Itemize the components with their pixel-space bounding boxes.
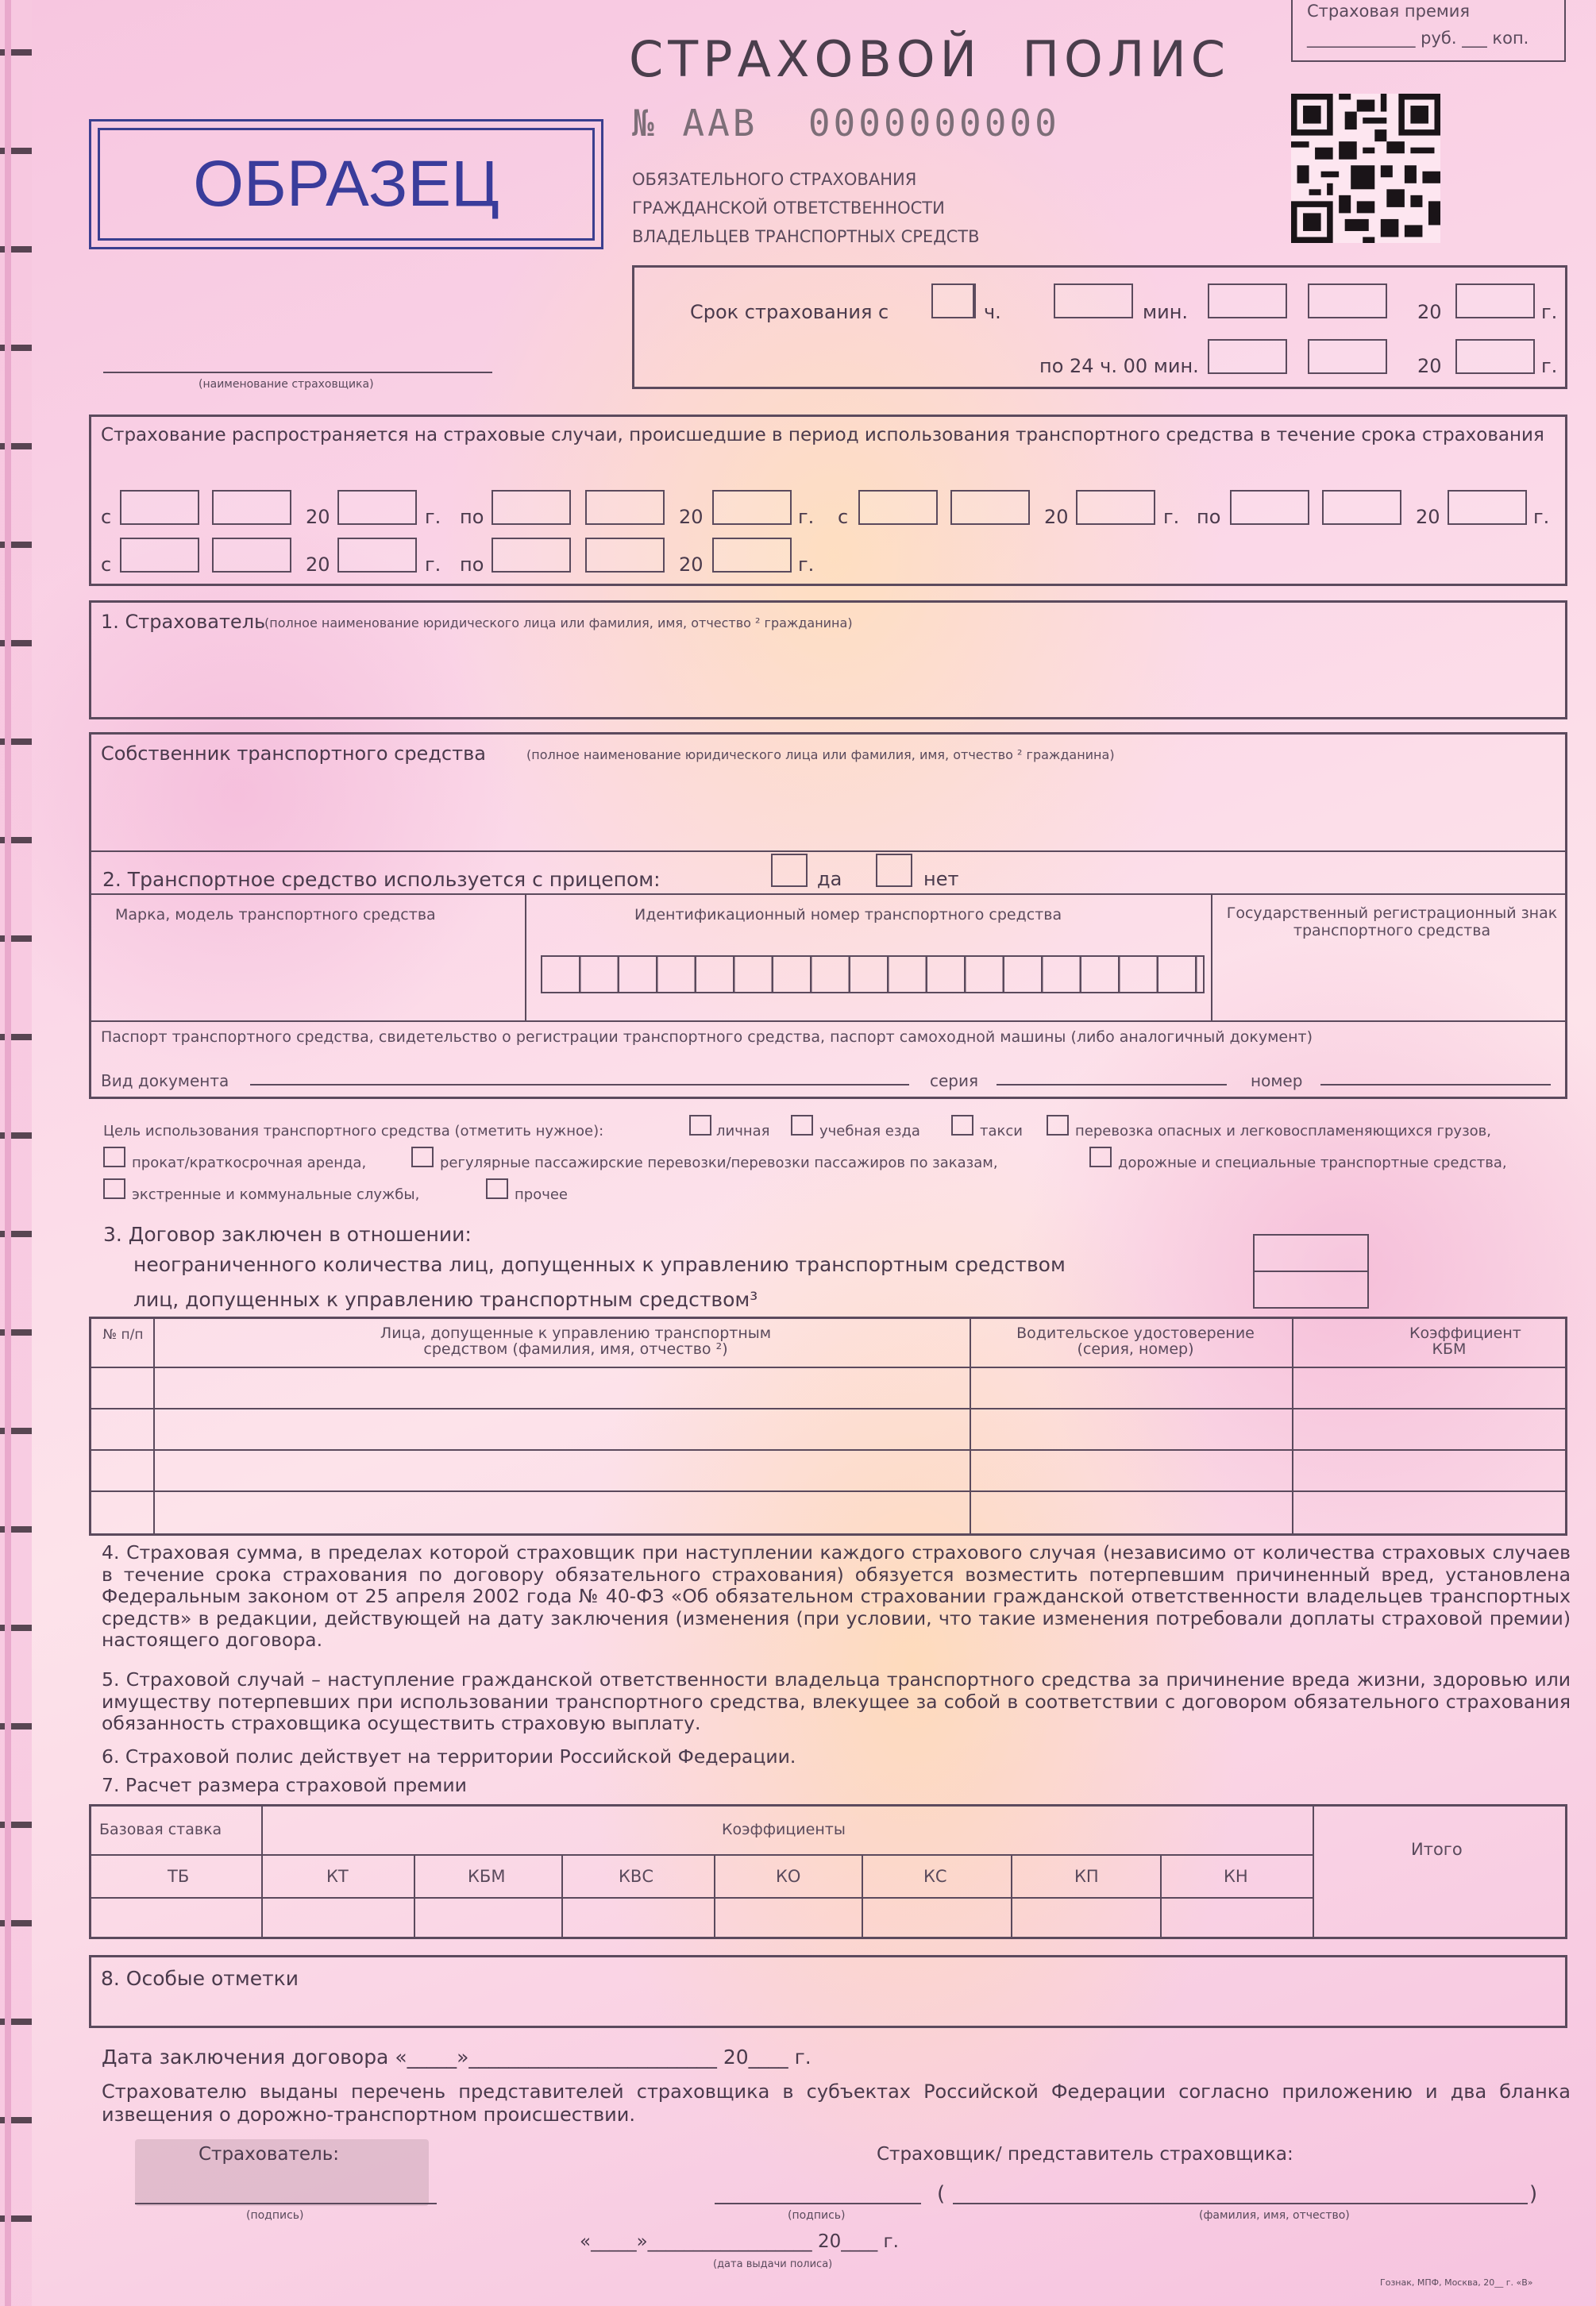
coverage-from-1: с (101, 506, 112, 528)
drivers-col-license: Водительское удостоверение (серия, номер) (1016, 1325, 1255, 1358)
issue-date-caption: (дата выдачи полиса) (713, 2258, 833, 2270)
contract-date: Дата заключения договора «_____»_________________________ 20____ г. (102, 2046, 811, 2069)
coverage-year-suffix-3: г. (1163, 506, 1180, 528)
contract-unlimited-box[interactable] (1253, 1234, 1369, 1272)
vin-boxes[interactable] (541, 955, 1205, 993)
doc-number-label: номер (1251, 1071, 1303, 1090)
premium-col-ks: КС (923, 1867, 947, 1886)
purpose-special-checkbox[interactable] (1089, 1147, 1112, 1167)
premium-table (89, 1804, 1567, 1939)
vehicle-make-label: Марка, модель транспортного средства (115, 906, 436, 924)
period1-from-day[interactable] (120, 490, 199, 525)
handout-text: Страхователю выданы перечень представителей страховщика в субъектах Российской Федерации согласно приложению и два бланка извещения о дорожно-транспортном происшествии. (102, 2080, 1571, 2126)
period1-to-year[interactable] (712, 490, 792, 525)
doc-type-line[interactable] (250, 1084, 909, 1086)
premium-col-ko: КО (776, 1867, 801, 1886)
premium-col-kt: КТ (326, 1867, 349, 1886)
term-year-prefix: 20 (1417, 301, 1442, 323)
premium-coefficients: Коэффициенты (722, 1821, 846, 1838)
owner-caption: (полное наименование юридического лица или фамилия, имя, отчество ² гражданина) (526, 747, 1115, 762)
period3-from-year[interactable] (337, 538, 417, 573)
trailer-yes-checkbox[interactable] (771, 854, 808, 887)
insurer-name-line[interactable] (103, 372, 492, 373)
drivers-col-num: № п/п (102, 1327, 144, 1343)
insurer-signature-line[interactable] (715, 2203, 921, 2204)
issue-date-line: «_____»__________________ 20____ г. (580, 2231, 899, 2252)
purpose-hazardous-checkbox[interactable] (1047, 1115, 1069, 1136)
term-year-prefix-2: 20 (1417, 355, 1442, 377)
purpose-option-other: прочее (515, 1186, 568, 1203)
period2-to-day[interactable] (1230, 490, 1309, 525)
clause-6: 6. Страховой полис действует на территории Российской Федерации. (102, 1745, 796, 1768)
term-end-month-box[interactable] (1308, 339, 1387, 374)
period3-to-month[interactable] (585, 538, 665, 573)
contract-title: 3. Договор заключен в отношении: (103, 1223, 472, 1246)
policy-number: № ААВ 0000000000 (632, 102, 1060, 145)
coverage-to-2: по (1197, 506, 1221, 528)
table-row[interactable] (91, 1490, 1565, 1492)
purpose-option-rental: прокат/краткосрочная аренда, (132, 1155, 367, 1171)
drivers-col-name: Лица, допущенные к управлению транспортным средством (фамилия, имя, отчество ²) (380, 1325, 772, 1358)
coverage-year-suffix-2: г. (798, 506, 815, 528)
special-notes-box[interactable] (89, 1955, 1567, 2028)
purpose-option-personal: личная (716, 1123, 770, 1140)
coverage-year-prefix-4: 20 (1416, 506, 1440, 528)
contract-limited-box[interactable] (1253, 1271, 1369, 1309)
term-from-label: Срок страхования с (690, 301, 889, 323)
purpose-rental-checkbox[interactable] (103, 1147, 125, 1167)
vehicle-plate-label: Государственный регистрационный знак транспортного средства (1226, 904, 1558, 939)
coverage-year-prefix-6: 20 (679, 553, 704, 576)
policy-subtitle-3: ВЛАДЕЛЬЦЕВ ТРАНСПОРТНЫХ СРЕДСТВ (632, 227, 980, 246)
trailer-no-label: нет (923, 868, 959, 890)
term-min-box[interactable] (1054, 283, 1133, 318)
sample-stamp (89, 119, 603, 249)
premium-corner-title: Страховая премия (1307, 2, 1471, 21)
premium-col-tb: ТБ (168, 1867, 190, 1886)
policyholder-sig-caption: (подпись) (246, 2209, 304, 2222)
table-row[interactable] (91, 1408, 1565, 1409)
printer-footer: Гознак, МПФ, Москва, 20__ г. «В» (1380, 2277, 1533, 2288)
qr-code (1291, 94, 1440, 243)
clause-7: 7. Расчет размера страховой премии (102, 1774, 467, 1796)
drivers-col-kbm: Коэффициент КБМ (1409, 1325, 1521, 1358)
purpose-option-training: учебная езда (819, 1123, 920, 1140)
term-start-year-box[interactable] (1455, 283, 1535, 318)
purpose-option-passenger: регулярные пассажирские перевозки/перевозки пассажиров по заказам, (440, 1155, 998, 1171)
purpose-other-checkbox[interactable] (486, 1178, 508, 1199)
term-to-label: по 24 ч. 00 мин. (1039, 355, 1199, 377)
trailer-text: 2. Транспортное средство используется с прицепом: (102, 868, 661, 891)
insurer-signature-label: Страховщик/ представитель страховщика: (877, 2144, 1293, 2165)
contract-unlimited: неограниченного количества лиц, допущенных к управлению транспортным средством (133, 1253, 1066, 1276)
doc-series-line[interactable] (997, 1084, 1227, 1086)
policyholder-label: 1. Страхователь (101, 611, 266, 633)
period2-to-year[interactable] (1448, 490, 1527, 525)
coverage-from-2: с (838, 506, 849, 528)
period1-from-month[interactable] (212, 490, 291, 525)
coverage-text: Страхование распространяется на страховые случаи, происшедшие в период использования транспортного средства в течение срока страхования (101, 425, 1544, 445)
term-start-day-box[interactable] (1208, 283, 1287, 318)
coverage-year-prefix-1: 20 (306, 506, 330, 528)
clause-5: 5. Страховой случай – наступление гражданской ответственности владельца транспортного средства за причинение вреда жизни, здоровью или имуществу потерпевших при использовании транспортного средства, влекущее за собой в соответствии с договором обязательного страхования обязанность страховщика осуществить страховую выплату. (102, 1668, 1571, 1734)
coverage-to-1: по (460, 506, 484, 528)
coverage-year-suffix-6: г. (798, 553, 815, 576)
purpose-option-taxi: такси (980, 1123, 1023, 1140)
period1-to-day[interactable] (492, 490, 571, 525)
insurer-name-open-paren: ( (937, 2182, 946, 2206)
coverage-year-prefix-2: 20 (679, 506, 704, 528)
term-year-suffix-2: г. (1541, 355, 1558, 377)
period3-to-year[interactable] (712, 538, 792, 573)
vehicle-vin-label: Идентификационный номер транспортного средства (634, 906, 1062, 924)
insurer-name-close-paren: ) (1529, 2182, 1538, 2206)
term-hour-box[interactable] (931, 283, 974, 318)
coverage-to-3: по (460, 553, 484, 576)
policyholder-box[interactable] (89, 600, 1567, 719)
period2-to-month[interactable] (1322, 490, 1401, 525)
period2-from-year[interactable] (1076, 490, 1155, 525)
sample-stamp-text: ОБРАЗЕЦ (193, 148, 499, 220)
table-row[interactable] (91, 1449, 1565, 1451)
insurer-name-line[interactable] (953, 2203, 1528, 2204)
premium-col-kn: КН (1224, 1867, 1248, 1886)
coverage-year-prefix-5: 20 (306, 553, 330, 576)
purpose-personal-checkbox[interactable] (689, 1115, 711, 1136)
insurer-name-caption: (наименование страховщика) (199, 378, 374, 391)
doc-type-label: Вид документа (101, 1071, 229, 1090)
insurer-sig-caption: (подпись) (788, 2209, 846, 2222)
contract-limited: лиц, допущенных к управлению транспортным средством³ (133, 1288, 758, 1311)
policy-title: СТРАХОВОЙ ПОЛИС (629, 30, 1231, 88)
term-start-month-box[interactable] (1308, 283, 1387, 318)
period2-from-day[interactable] (858, 490, 938, 525)
period2-from-month[interactable] (950, 490, 1030, 525)
coverage-year-suffix-1: г. (425, 506, 441, 528)
policyholder-signature-label: Страхователь: (199, 2144, 340, 2165)
coverage-year-prefix-3: 20 (1044, 506, 1069, 528)
purpose-training-checkbox[interactable] (791, 1115, 813, 1136)
period3-from-month[interactable] (212, 538, 291, 573)
term-year-suffix: г. (1541, 301, 1558, 323)
term-box (632, 265, 1567, 389)
vehicle-doc-text: Паспорт транспортного средства, свидетельство о регистрации транспортного средства, паспорт самоходной машины (либо аналогичный документ) (101, 1028, 1313, 1046)
period1-to-month[interactable] (585, 490, 665, 525)
policy-subtitle-1: ОБЯЗАТЕЛЬНОГО СТРАХОВАНИЯ (632, 170, 917, 189)
trailer-no-checkbox[interactable] (876, 854, 912, 887)
policyholder-signature-line[interactable] (135, 2203, 437, 2204)
special-notes-label: 8. Особые отметки (101, 1967, 299, 1990)
term-end-year-box[interactable] (1455, 339, 1535, 374)
insurer-name-caption: (фамилия, имя, отчество) (1199, 2209, 1350, 2222)
purpose-option-hazardous: перевозка опасных и легковоспламеняющихся грузов, (1075, 1123, 1491, 1140)
premium-col-kvs: КВС (619, 1867, 653, 1886)
owner-label: Собственник транспортного средства (101, 742, 486, 765)
purpose-taxi-checkbox[interactable] (951, 1115, 973, 1136)
policyholder-caption: (полное наименование юридического лица или фамилия, имя, отчество ² гражданина) (264, 615, 853, 630)
coverage-from-3: с (101, 553, 112, 576)
doc-number-line[interactable] (1320, 1084, 1551, 1086)
purpose-option-special: дорожные и специальные транспортные средства, (1118, 1155, 1507, 1171)
clause-4: 4. Страховая сумма, в пределах которой страховщик при наступлении каждого страхового случая (независимо от количества страховых случаев в течение срока страхования по договору обязательного страхования) обязуется возместить потерпевшим причиненный вред, установлена Федеральным законом от 25 апреля 2002 года № 40-ФЗ «Об обязательном страховании гражданской ответственности владельцев транспортных средств» в редакции, действующей на дату заключения (изменения (при условии, что такие изменения потребовали доплаты страховой премии) настоящего договора. (102, 1541, 1571, 1651)
trailer-yes-label: да (817, 868, 842, 890)
coverage-year-suffix-5: г. (425, 553, 441, 576)
purpose-label: Цель использования транспортного средства (отметить нужное): (103, 1123, 604, 1140)
premium-col-kp: КП (1074, 1867, 1099, 1886)
term-min-label: мин. (1143, 301, 1189, 323)
coverage-box (89, 415, 1567, 586)
premium-base-rate: Базовая ставка (99, 1821, 222, 1838)
purpose-option-emergency: экстренные и коммунальные службы, (132, 1186, 420, 1203)
term-hour-label: ч. (984, 301, 1001, 323)
premium-total: Итого (1411, 1840, 1463, 1859)
premium-corner-box (1291, 0, 1566, 62)
purpose-passenger-checkbox[interactable] (411, 1147, 434, 1167)
drivers-table (89, 1317, 1567, 1536)
purpose-emergency-checkbox[interactable] (103, 1178, 125, 1199)
policy-subtitle-2: ГРАЖДАНСКОЙ ОТВЕТСТВЕННОСТИ (632, 199, 945, 218)
coverage-year-suffix-4: г. (1533, 506, 1550, 528)
period3-from-day[interactable] (120, 538, 199, 573)
premium-col-kbm: КБМ (468, 1867, 506, 1886)
vehicle-block (89, 732, 1567, 1099)
binding-strip (5, 0, 11, 2306)
period3-to-day[interactable] (492, 538, 571, 573)
term-end-day-box[interactable] (1208, 339, 1287, 374)
premium-corner-amount: _____________ руб. ___ коп. (1307, 29, 1529, 48)
period1-from-year[interactable] (337, 490, 417, 525)
doc-series-label: серия (930, 1071, 979, 1090)
